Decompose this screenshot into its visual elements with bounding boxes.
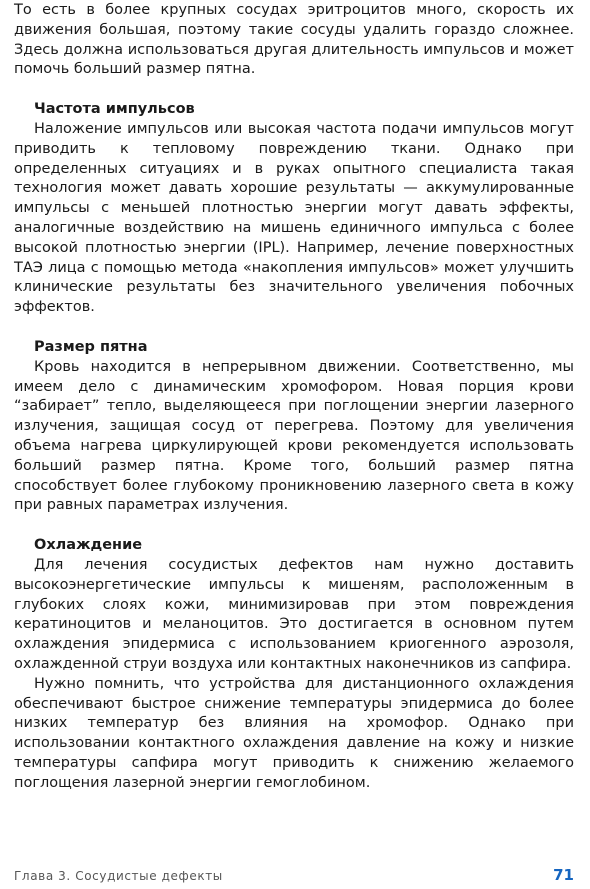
section-heading: Охлаждение [34,537,143,554]
page-content [14,1,574,793]
section-paragraph: Нужно помнить, что устройства для дистанционного охлаждения обеспечивают быстрое снижение температуры эпидермиса до более низких температур без влияния на хромофор. Однако при использовании контактного охлаждения давление на кожу и низкие температуры сапфира могут приводить к снижению желаемого поглощения лазерной энергии гемоглобином. [14,675,574,791]
section-heading: Частота импульсов [34,101,195,118]
section-heading: Размер пятна [34,338,148,355]
page-number: 71 [553,866,574,884]
chapter-title: Глава 3. Сосудистые дефекты [14,869,223,883]
section-paragraph: Наложение импульсов или высокая частота подачи импульсов могут приводить к тепловому повреждению ткани. Однако при определенных ситуациях и в руках опытного специалиста такая технология может давать хорошие результаты — аккумулированные импульсы с меньшей плотностью энергии могут давать эффекты, аналогичные воздействию на мишень единичного импульса с более высокой плотностью энергии (IPL). Например, лечение поверхностных ТАЭ лица с помощью метода «накопления импульсов» может улучшить клинические результаты без значительного увеличения побочных эффектов. [14,120,574,316]
section-pulse-frequency [14,100,574,318]
section-paragraph: Для лечения сосудистых дефектов нам нужно доставить высокоэнергетические импульсы к мишеням, расположенным в глубоких слоях кожи, минимизировав при этом повреждения кератиноцитов и меланоцитов. Это достигается в основном путем охлаждения эпидермиса с использованием криогенного аэрозоля, охлажденной струи воздуха или контактных наконечников из сапфира. [14,556,574,672]
section-paragraph: Кровь находится в непрерывном движении. Соответственно, мы имеем дело с динамическим хромофором. Новая порция крови “забирает” тепло, выделяющееся при поглощении энергии лазерного излучения, защищая сосуд от перегрева. Поэтому для увеличения объема нагрева циркулирующей крови рекомендуется использовать больший размер пятна. Кроме того, больший размер пятна способствует более глубокому проникновению лазерного света в кожу при равных параметрах излучения. [14,358,574,514]
intro-paragraph: То есть в более крупных сосудах эритроцитов много, скорость их движения большая, поэтому такие сосуды удалить гораздо сложнее. Здесь должна использоваться другая длительность импульсов и может помочь больший размер пятна. [14,2,574,78]
page-footer [14,866,574,886]
section-spot-size [14,338,574,516]
section-cooling [14,536,574,793]
